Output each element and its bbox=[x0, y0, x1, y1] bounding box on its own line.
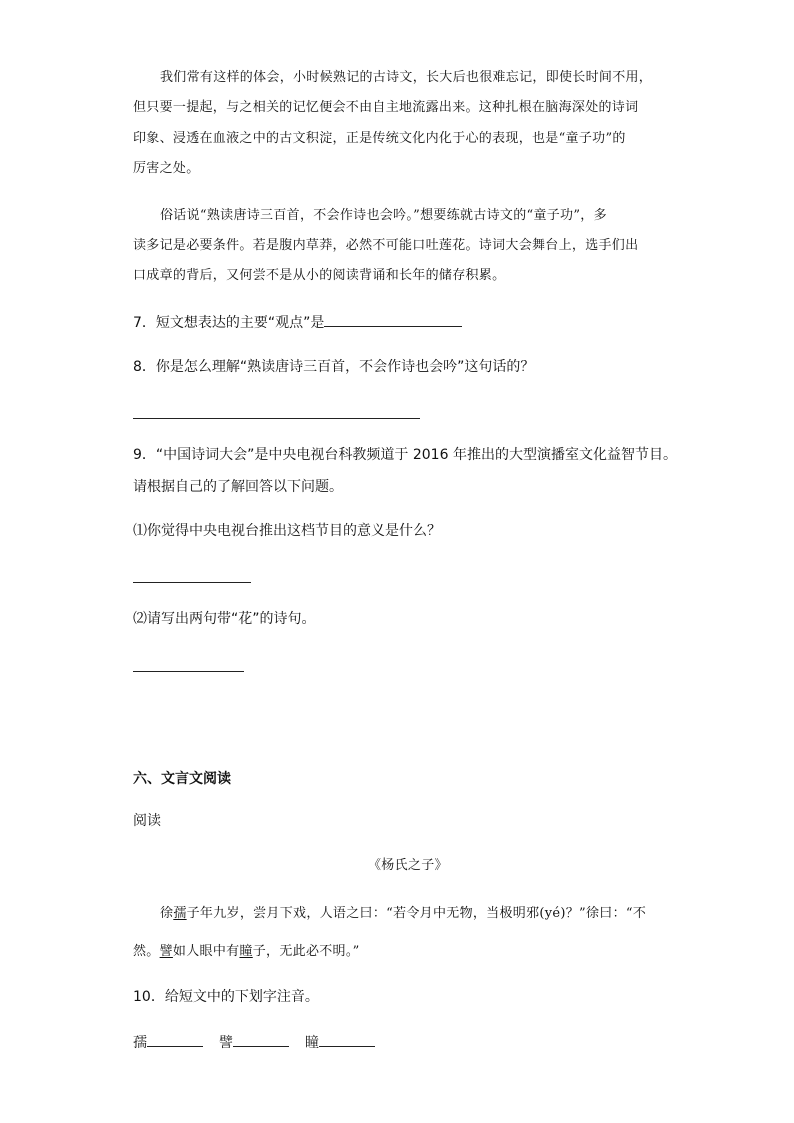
question-9-sub1: ⑴你觉得中央电视台推出这档节目的意义是什么？ bbox=[133, 523, 441, 539]
answer-blank-q8[interactable] bbox=[133, 417, 420, 419]
section-6-heading: 六、文言文阅读 bbox=[133, 771, 231, 787]
question-9-sub2: ⑵请写出两句带“花”的诗句。 bbox=[133, 611, 316, 627]
question-9-line2: 请根据自己的了解回答以下问题。 bbox=[133, 479, 343, 495]
underlined-char-tong: 瞳 bbox=[239, 944, 253, 959]
classical-text-title: 《杨氏之子》 bbox=[368, 858, 448, 873]
answer-char-ru: 孺 bbox=[133, 1035, 147, 1051]
classical-text-line1 bbox=[160, 907, 646, 920]
passage-p1-line4: 厉害之处。 bbox=[133, 161, 200, 176]
classical-text-line2 bbox=[133, 945, 360, 958]
underlined-char-pi: 譬 bbox=[159, 944, 173, 959]
text-segment: 然。 bbox=[133, 944, 160, 959]
question-7-text: 7．短文想表达的主要“观点”是 bbox=[133, 315, 325, 331]
passage-p1-line3: 印象、浸透在血液之中的古文积淀，正是传统文化内化于心的表现，也是“童子功”的 bbox=[133, 131, 626, 146]
answer-blank-tong[interactable] bbox=[319, 1034, 375, 1047]
answer-blank-ru[interactable] bbox=[147, 1034, 203, 1047]
answer-blank-pi[interactable] bbox=[233, 1034, 289, 1047]
answer-blank-q7[interactable] bbox=[324, 314, 462, 327]
question-7 bbox=[133, 314, 462, 330]
text-segment: 子年九岁，尝月下戏，人语之曰：“若令月中无物，当极明邪(yé)？”徐曰：“不 bbox=[186, 906, 647, 921]
answer-blank-q9-1[interactable] bbox=[133, 581, 251, 583]
question-10-text: 10．给短文中的下划字注音。 bbox=[133, 989, 319, 1005]
text-segment: 如人眼中有 bbox=[172, 944, 240, 959]
answer-char-tong: 瞳 bbox=[305, 1035, 319, 1051]
read-label: 阅读 bbox=[133, 813, 161, 829]
passage-p1-line2: 但只要一提起，与之相关的记忆便会不由自主地流露出来。这种扎根在脑海深处的诗词 bbox=[133, 100, 639, 115]
text-segment: 徐 bbox=[160, 906, 174, 921]
text-segment: 子，无此必不明。” bbox=[252, 944, 360, 959]
question-10-answers bbox=[133, 1034, 375, 1050]
passage-p1-line1: 我们常有这样的体会，小时候熟记的古诗文，长大后也很难忘记，即使长时间不用， bbox=[160, 70, 653, 85]
passage-p2-line2: 读多记是必要条件。若是腹内草莽，必然不可能口吐莲花。诗词大会舞台上，选手们出 bbox=[133, 238, 639, 253]
question-9-line1: 9．“中国诗词大会”是中央电视台科教频道于 2016 年推出的大型演播室文化益智节目。 bbox=[133, 447, 677, 463]
answer-blank-q9-2[interactable] bbox=[133, 670, 244, 672]
passage-p2-line3: 口成章的背后，又何尝不是从小的阅读背诵和长年的储存积累。 bbox=[133, 268, 506, 283]
passage-p2-line1: 俗话说“熟读唐诗三百首，不会作诗也会吟。”想要练就古诗文的“童子功”，多 bbox=[160, 208, 607, 223]
underlined-char-ru: 孺 bbox=[173, 906, 187, 921]
answer-char-pi: 譬 bbox=[219, 1035, 233, 1051]
question-8-text: 8．你是怎么理解“熟读唐诗三百首，不会作诗也会吟”这句话的？ bbox=[133, 359, 535, 375]
